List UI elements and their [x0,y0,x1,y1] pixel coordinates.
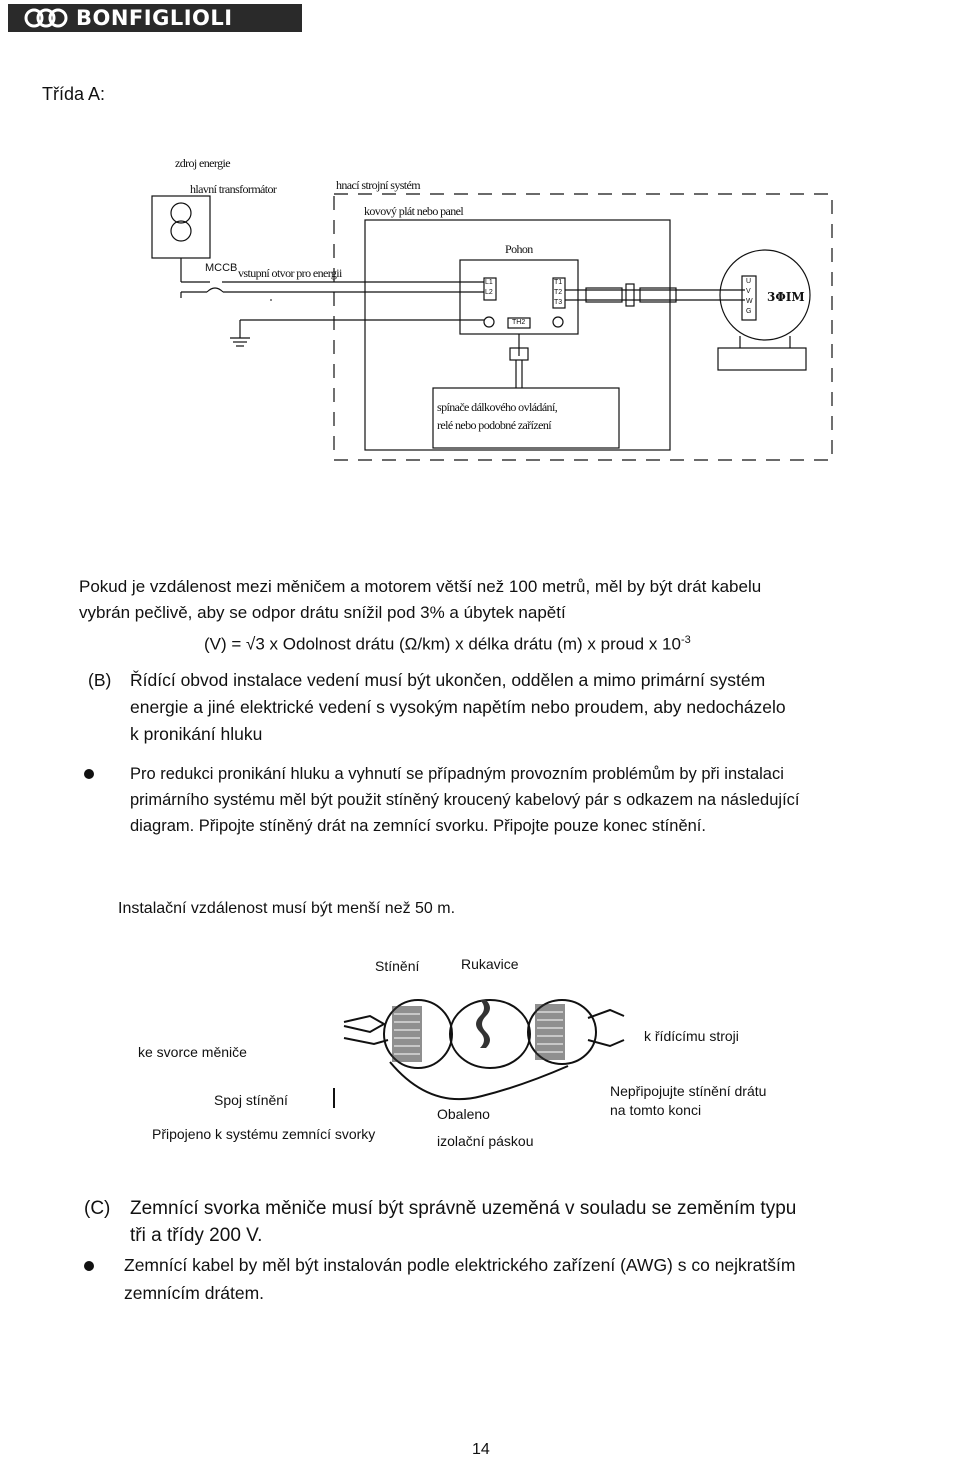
section-b-marker: (B) [88,670,112,690]
motor-terminal-g: G [746,308,752,315]
section-c-line1: Zemnící svorka měniče musí být správně uzeměná v souladu se zeměním typu [130,1198,797,1219]
remote-label-line1: spínače dálkového ovládání, [437,400,558,414]
metal-panel-label: kovový plát nebo panel [364,204,464,218]
bullet-dot [84,1261,94,1271]
motor-label: 3ΦIM [767,290,805,304]
power-source-label: zdroj energie [175,156,230,170]
page-number: 14 [472,1441,490,1458]
no-connect-label-line2: na tomto konci [610,1102,702,1118]
motor-terminal-u: U [746,278,752,285]
bullet1-line2: primárního systému měl být použit stíněný kroucený kabelový pár s odkazem na následující [130,791,800,809]
drive-system-label: hnací strojní systém [336,178,420,192]
terminal-th2: TH2 [512,319,526,326]
remote-label-line2: relé nebo podobné zařízení [437,418,552,432]
brand-logo [8,4,302,32]
bullet2-line1: Zemnící kabel by měl být instalován podle elektrického zařízení (AWG) s co nejkratším [124,1255,796,1275]
distance-note: Instalační vzdálenost musí být menší než 50 m. [118,900,456,917]
mccb-label: MCCB [205,262,238,274]
section-title: Třída A: [42,84,106,104]
bullet1-line3: diagram. Připojte stíněný drát na zemnící svorku. Připojte pouze konec stínění. [130,817,706,835]
to-drive-terminal-label: ke svorce měniče [138,1044,247,1060]
terminal-t3: T3 [554,299,563,306]
bullet-dot [84,769,94,779]
formula-exponent: -3 [680,634,691,646]
voltage-drop-formula [204,629,691,656]
shield-label: Stínění [375,958,420,974]
motor-terminal-v: V [746,288,751,295]
terminal-t2: T2 [554,289,563,296]
sleeve-label: Rukavice [461,956,519,972]
terminal-l1: L1 [485,279,493,286]
shielded-cable-diagram [330,982,630,1110]
motor-terminal-w: W [746,298,753,305]
terminal-l2: L2 [485,289,493,296]
section-b-line3: k pronikání hluku [130,724,263,744]
section-b-line2: energie a jiné elektrické vedení s vysokým napětím nebo proudem, aby nedocházelo [130,697,786,717]
wrapped-label-line1: Obaleno [437,1106,490,1122]
formula-text: (V) = √3 x Odolnost drátu (Ω/km) x délka drátu (m) x proud x 10 [204,634,681,654]
brand-name: BONFIGLIOLI [76,6,233,30]
no-connect-label-line1: Nepřipojujte stínění drátu [610,1083,767,1099]
section-c-line2: tři a třídy 200 V. [130,1225,263,1246]
paragraph-line1: Pokud je vzdálenost mezi měničem a motorem větší než 100 metrů, měl by být drát kabelu [79,577,762,596]
terminal-t1: T1 [554,279,563,286]
bullet2-line2: zemnícím drátem. [124,1283,265,1303]
to-control-label: k řídícímu stroji [644,1028,739,1044]
wrapped-label-line2: izolační páskou [437,1133,534,1149]
section-c-marker: (C) [84,1198,111,1219]
connected-ground-label: Připojeno k systému zemnící svorky [152,1126,376,1142]
section-b-line1: Řídící obvod instalace vedení musí být ukončen, oddělen a mimo primární systém [130,670,766,690]
shield-joint-label: Spoj stínění [214,1092,288,1108]
brand-mark-icon [22,7,70,29]
main-transformer-label: hlavní transformátor [190,182,277,196]
bullet1-line1: Pro redukci pronikání hluku a vyhnutí se případným provozním problémům by při instalaci [130,765,784,783]
paragraph-line2: vybrán pečlivě, aby se odpor drátu snížil pod 3% a úbytek napětí [79,603,566,622]
power-inlet-label: vstupní otvor pro energii [238,266,342,280]
drive-label: Pohon [505,242,533,256]
